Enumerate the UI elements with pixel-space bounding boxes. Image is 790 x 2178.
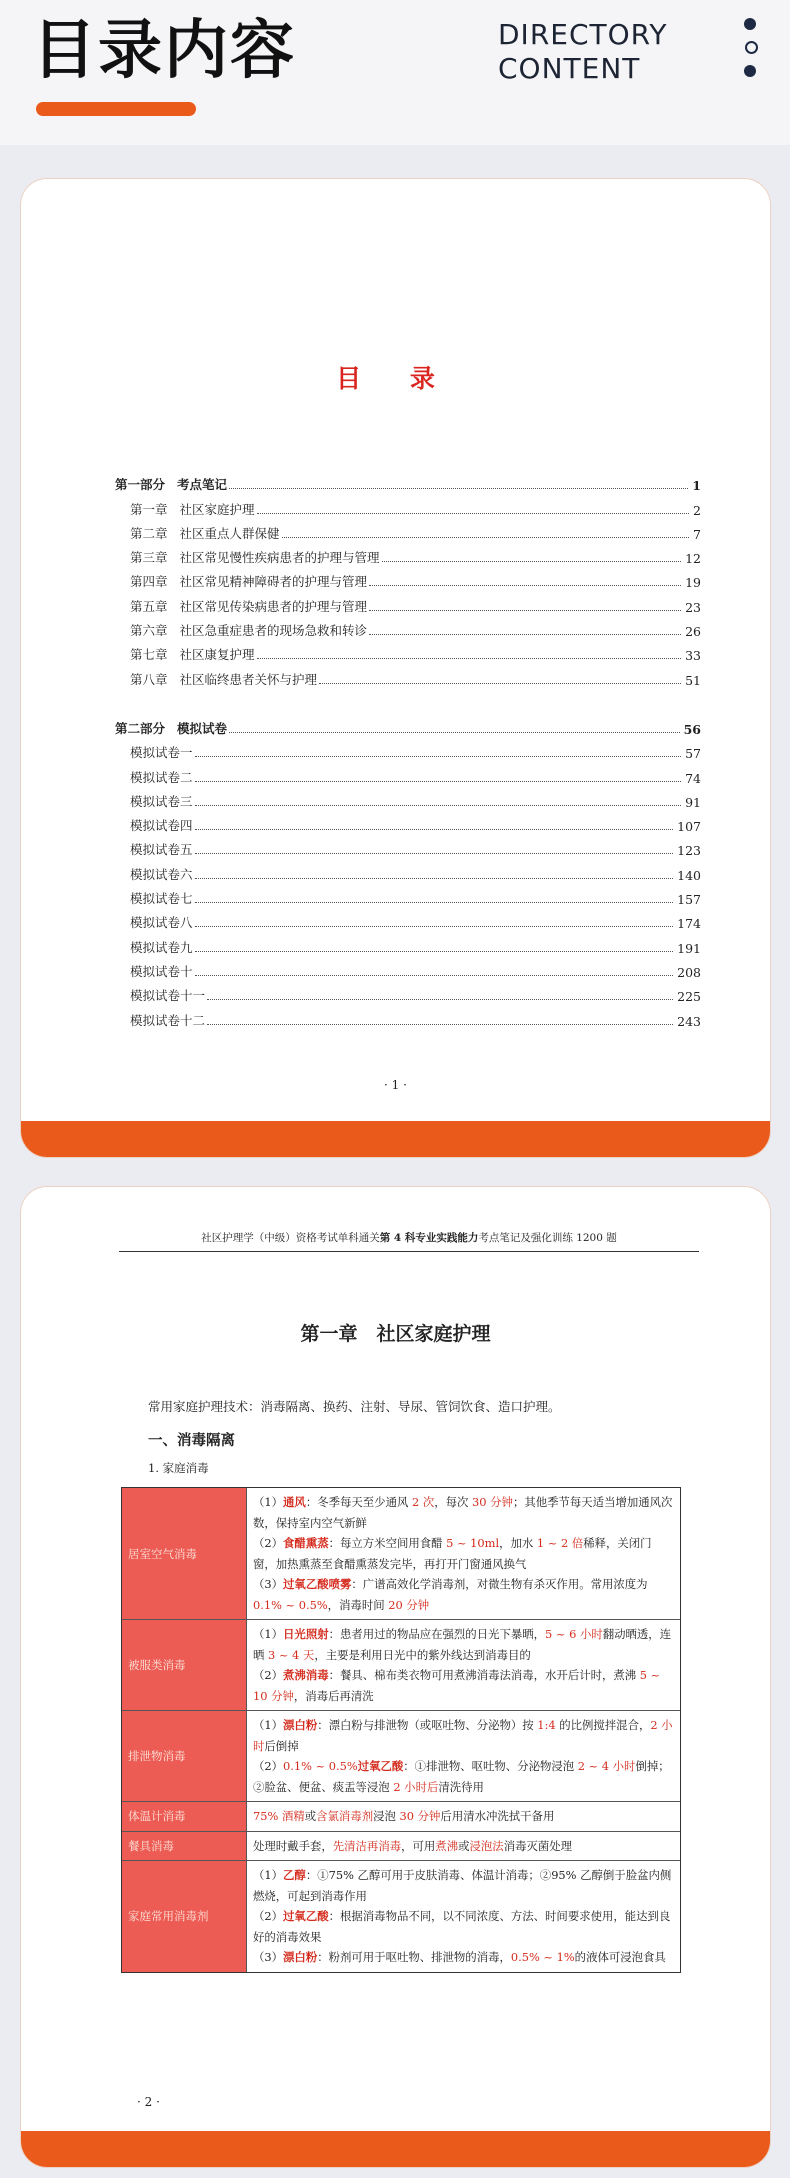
toc-exam-title: 模拟试卷十一 [130,988,206,1004]
toc-page-number: 74 [685,770,701,786]
toc-chapter-title: 社区常见慢性疾病患者的护理与管理 [179,550,380,566]
toc-leader [319,683,681,684]
toc-list [115,469,701,1029]
toc-exam-title: 模拟试卷五 [130,842,193,858]
content-line: （1）日光照射：患者用过的物品应在强烈的日光下暴晒，5 ~ 6 小时翻动晒透，连晒 3 ~ 4 天，主要是利用日光中的紫外线达到消毒目的 [253,1627,672,1662]
toc-exam-title: 模拟试卷四 [130,818,193,834]
row-label: 体温计消毒 [122,1802,247,1831]
toc-exam-row[interactable] [115,737,701,761]
toc-page-number: 243 [677,1013,701,1029]
toc-part-title: 模拟试卷 [177,720,228,736]
toc-page-number: 33 [685,648,701,664]
toc-chapter-number: 第四章 [130,574,168,590]
row-label: 被服类消毒 [122,1620,247,1710]
toc-page-number: 191 [677,940,701,956]
toc-page-number: 157 [677,892,701,908]
toc-leader [195,805,682,806]
toc-exam-title: 模拟试卷一 [130,745,193,761]
toc-page-number: 208 [677,964,701,980]
row-label: 居室空气消毒 [122,1488,247,1619]
row-content [247,1711,680,1801]
toc-page-number: 123 [677,843,701,859]
row-label: 家庭常用消毒剂 [122,1861,247,1972]
dot-hollow-icon [745,41,758,54]
toc-exam-row[interactable] [115,931,701,955]
content-line: （3）过氧乙酸喷雾：广谱高效化学消毒剂，对微生物有杀灭作用。常用浓度为 0.1% ~ 0.5%，消毒时间 20 分钟 [253,1577,648,1612]
toc-page-number: 23 [685,599,701,615]
toc-chapter-title: 社区重点人群保健 [179,525,280,541]
toc-exam-title: 模拟试卷十 [130,963,193,979]
toc-exam-row[interactable] [115,907,701,931]
toc-chapter-title: 社区临终患者关怀与护理 [179,671,318,687]
toc-chapter-row[interactable] [115,493,701,517]
row-content [247,1861,680,1972]
toc-chapter-row[interactable] [115,663,701,687]
toc-exam-row[interactable] [115,1004,701,1028]
row-content [247,1832,680,1861]
toc-exam-row[interactable] [115,834,701,858]
intro-text: 常用家庭护理技术：消毒隔离、换药、注射、导尿、管饲饮食、造口护理。 [148,1399,561,1414]
content-line: （1）漂白粉：漂白粉与排泄物（或呕吐物、分泌物）按 1:4 的比例搅拌混合，2 小时后倒掉 [253,1718,673,1753]
row-label: 排泄物消毒 [122,1711,247,1801]
toc-chapter-title: 社区康复护理 [179,647,255,663]
toc-chapter-row[interactable] [115,566,701,590]
toc-leader [195,878,674,879]
english-title-line2: CONTENT [498,52,641,85]
toc-chapter-row[interactable] [115,518,701,542]
toc-page-number: 57 [685,746,701,762]
toc-page-number: 56 [683,721,701,737]
toc-exam-title: 模拟试卷七 [130,891,193,907]
toc-exam-row[interactable] [115,761,701,785]
content-line: （3）漂白粉：粉剂可用于呕吐物、排泄物的消毒，0.5% ~ 1%的液体可浸泡食具 [253,1950,666,1964]
toc-leader [207,999,673,1000]
toc-exam-title: 模拟试卷十二 [130,1012,206,1028]
toc-page-number: 91 [685,794,701,810]
header-banner [0,0,790,145]
toc-chapter-number: 第一章 [130,501,168,517]
card-bottom-band [21,1121,770,1157]
content-line: （2）食醋熏蒸：每立方米空间用食醋 5 ~ 10ml，加水 1 ~ 2 倍稀释，关闭门窗，加热熏蒸至食醋熏蒸发完毕，再打开门窗通风换气 [253,1536,652,1571]
content-line: （1）乙醇：①75% 乙醇可用于皮肤消毒、体温计消毒；②95% 乙醇倒于脸盆内侧燃烧，可起到消毒作用 [253,1868,672,1903]
running-head-subject: 第 4 科专业实践能力 [379,1232,479,1244]
row-content [247,1488,680,1619]
toc-leader [195,926,674,927]
toc-leader [257,658,682,659]
table-row [122,1488,680,1620]
toc-exam-row[interactable] [115,980,701,1004]
content-line: （2）煮沸消毒：餐具、棉布类衣物可用煮沸消毒法消毒，水开后计时，煮沸 5 ~ 10 分钟，消毒后再清洗 [253,1668,661,1703]
toc-chapter-row[interactable] [115,590,701,614]
toc-page-number: 1 [692,478,701,494]
toc-leader [282,537,690,538]
toc-chapter-title: 社区急重症患者的现场急救和转诊 [179,623,368,639]
toc-exam-row[interactable] [115,883,701,907]
toc-leader [369,634,681,635]
toc-chapter-number: 第七章 [130,647,168,663]
toc-chapter-row[interactable] [115,615,701,639]
row-label: 餐具消毒 [122,1832,247,1861]
running-head-suffix: 考点笔记及强化训练 1200 题 [478,1232,617,1244]
toc-chapter-number: 第五章 [130,598,168,614]
toc-chapter-title: 社区常见传染病患者的护理与管理 [179,598,368,614]
toc-part-number: 第一部分 [115,477,166,493]
table-row [122,1620,680,1711]
toc-exam-row[interactable] [115,786,701,810]
toc-part-row[interactable] [115,713,701,737]
toc-page-number: 107 [677,819,701,835]
subsection-heading: 1. 家庭消毒 [148,1461,209,1475]
toc-page-number: 12 [685,551,701,567]
toc-leader [195,951,674,952]
disinfection-table [121,1487,681,1973]
content-line: 75% 酒精或含氯消毒剂浸泡 30 分钟后用清水冲洗拭干备用 [253,1809,555,1823]
toc-page-number: 26 [685,624,701,640]
toc-heading: 目 录 [336,364,455,393]
page-number: · 2 · [137,2095,160,2109]
toc-page-number: 2 [693,502,701,518]
toc-page-number: 7 [693,526,701,542]
main-title: 目录内容 [32,14,296,88]
toc-page-number: 140 [677,867,701,883]
row-content [247,1802,680,1831]
toc-chapter-title: 社区家庭护理 [179,501,255,517]
english-title-line1: DIRECTORY [498,18,668,51]
toc-exam-row[interactable] [115,858,701,882]
toc-chapter-number: 第八章 [130,671,168,687]
toc-leader [229,732,680,733]
toc-exam-row[interactable] [115,956,701,980]
content-line: （1）通风：冬季每天至少通风 2 次，每次 30 分钟；其他季节每天适当增加通风次数，保持室内空气新鲜 [253,1495,673,1530]
running-head [119,1230,699,1252]
toc-page-number: 174 [677,916,701,932]
toc-chapter-row[interactable] [115,639,701,663]
toc-leader [369,585,681,586]
toc-leader [229,488,688,489]
dot-icon [744,65,756,77]
toc-leader [257,513,690,514]
toc-leader [195,975,674,976]
table-row [122,1861,680,1972]
content-line: （2）0.1% ~ 0.5%过氧乙酸：①排泄物、呕吐物、分泌物浸泡 2 ~ 4 小时倒掉；②脸盆、便盆、痰盂等浸泡 2 小时后清洗待用 [253,1759,670,1794]
table-row [122,1832,680,1862]
table-row [122,1711,680,1802]
toc-part-title: 考点笔记 [177,477,228,493]
toc-leader [195,902,674,903]
content-line: 处理时戴手套，先清洁再消毒，可用煮沸或浸泡法消毒灭菌处理 [253,1838,573,1853]
toc-chapter-number: 第六章 [130,623,168,639]
toc-leader [382,561,682,562]
card-bottom-band [21,2131,770,2167]
table-row [122,1802,680,1832]
toc-chapter-number: 第三章 [130,550,168,566]
page-dots-indicator [744,18,758,88]
toc-leader [195,829,674,830]
row-content [247,1620,680,1710]
toc-chapter-number: 第二章 [130,525,168,541]
chapter-title: 第一章 社区家庭护理 [300,1323,491,1345]
english-title [498,18,667,86]
toc-leader [195,756,682,757]
toc-leader [195,853,674,854]
title-underline-bar [36,102,196,116]
toc-exam-title: 模拟试卷三 [130,793,193,809]
toc-exam-row[interactable] [115,810,701,834]
toc-exam-title: 模拟试卷八 [130,915,193,931]
dot-icon [744,18,756,30]
running-head-book: 社区护理学（中级）资格考试单科通关 [201,1232,380,1244]
toc-page-number: 225 [677,989,701,1005]
toc-exam-title: 模拟试卷九 [130,939,193,955]
toc-page-number: 51 [685,672,701,688]
toc-leader [369,610,681,611]
toc-leader [195,781,682,782]
toc-exam-title: 模拟试卷二 [130,769,193,785]
toc-part-number: 第二部分 [115,720,166,736]
section-heading: 一、消毒隔离 [148,1432,235,1449]
toc-leader [207,1024,673,1025]
page-number: · 1 · [384,1078,407,1092]
content-line: （2）过氧乙酸：根据消毒物品不同，以不同浓度、方法、时间要求使用，能达到良好的消毒效果 [253,1909,671,1944]
chapter-page-card [21,1187,770,2167]
toc-page-number: 19 [685,575,701,591]
toc-chapter-row[interactable] [115,542,701,566]
toc-chapter-title: 社区常见精神障碍者的护理与管理 [179,574,368,590]
toc-page-card [21,179,770,1157]
toc-exam-title: 模拟试卷六 [130,866,193,882]
toc-part-row[interactable] [115,469,701,493]
